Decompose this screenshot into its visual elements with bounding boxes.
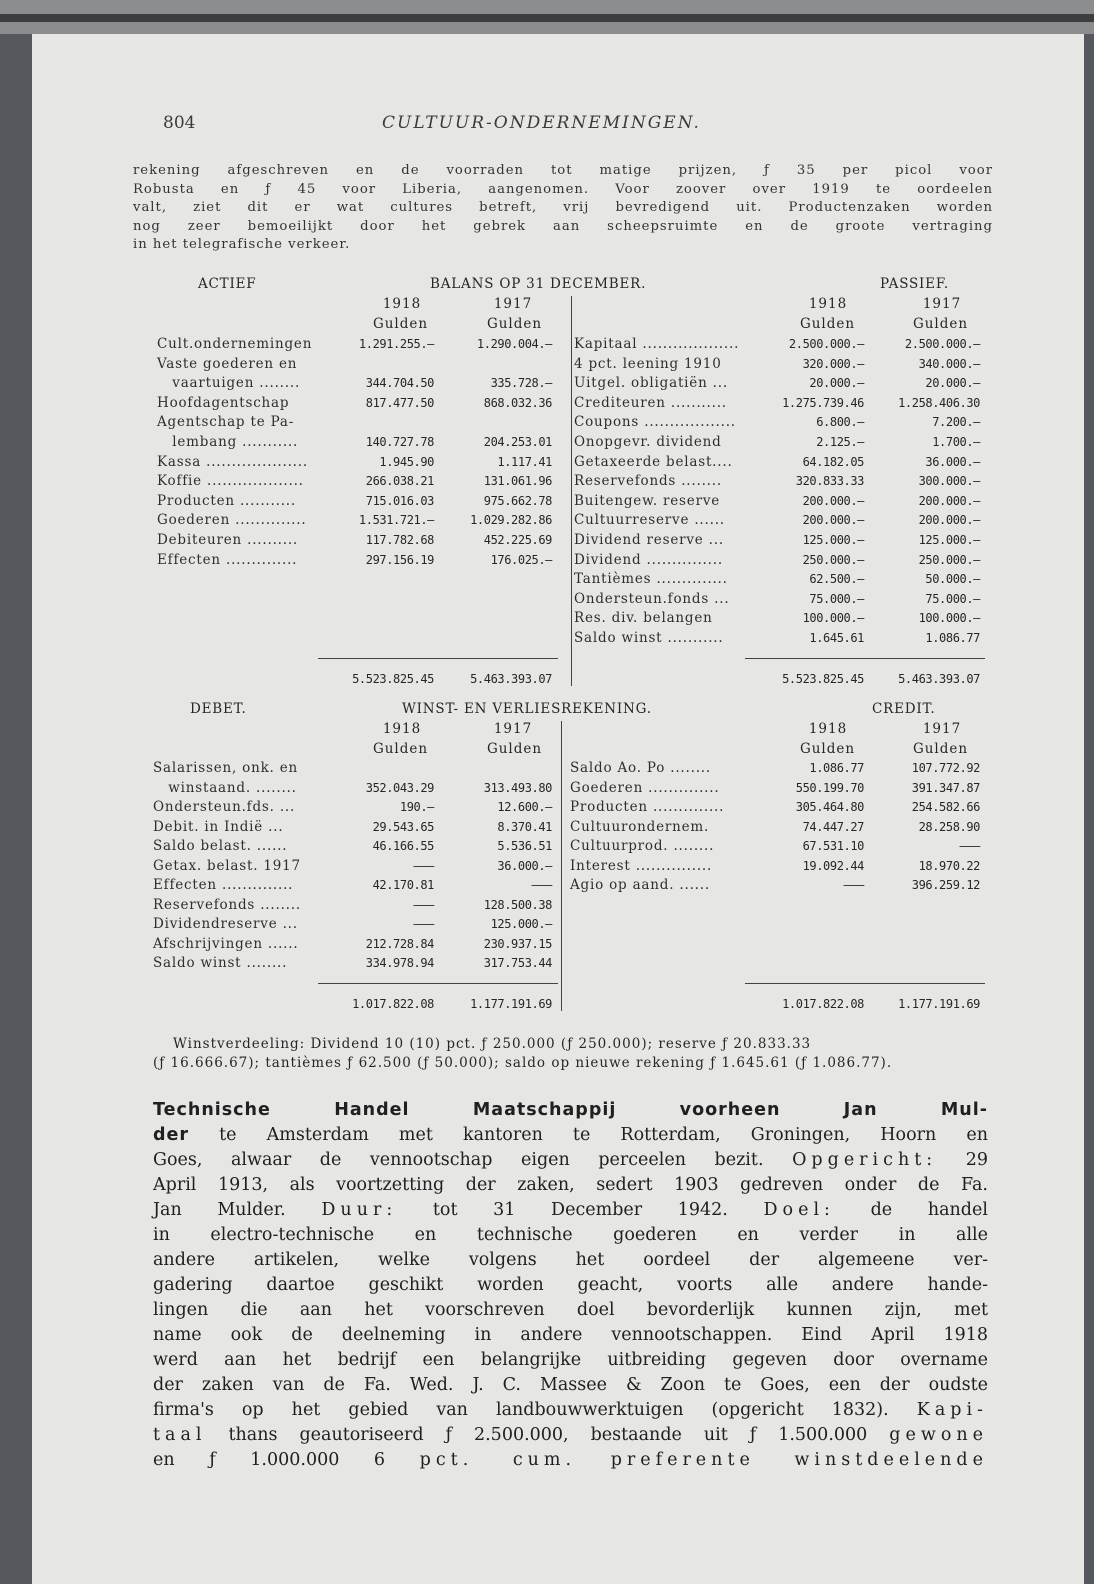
company-line: gadering daartoe geschikt worden geacht, voorts alle andere hande- bbox=[153, 1275, 988, 1295]
row-value-1918: 352.043.29 bbox=[365, 780, 434, 795]
row-value-1918: 117.782.68 bbox=[365, 533, 434, 547]
row-value-1917: 5.536.51 bbox=[497, 839, 552, 853]
winst-divider bbox=[561, 721, 562, 1011]
company-name-end: der bbox=[153, 1125, 190, 1145]
row-value-1917: 1.700.— bbox=[932, 435, 980, 449]
row-label: Dividend reserve ... bbox=[574, 532, 724, 548]
row-value-1918: 550.199.70 bbox=[795, 780, 864, 795]
row-label: Buitengew. reserve bbox=[574, 492, 721, 509]
winst-credit-title: CREDIT. bbox=[872, 701, 936, 717]
row-value-1918: 125.000.— bbox=[802, 533, 864, 547]
winst-debet-title: DEBET. bbox=[190, 701, 247, 717]
row-value-1918: 200.000.— bbox=[802, 493, 864, 508]
row-label: Cultuurprod. ........ bbox=[570, 838, 715, 854]
company-line bbox=[153, 1148, 988, 1173]
row-value-1917: 1.290.004.— bbox=[476, 337, 552, 351]
row-label: Cultuurondernem. bbox=[570, 818, 710, 835]
row-label: Cult.ondernemingen bbox=[157, 336, 313, 352]
row-value-1917: 1.258.406.30 bbox=[898, 395, 980, 410]
company-name: Technische Handel Maatschappij voorheen Jan Mul- bbox=[153, 1100, 988, 1120]
balans-passief-year-1917: 1917 bbox=[922, 296, 962, 312]
winstverdeling-line-2: (ƒ 16.666.67); tantièmes ƒ 62.500 (ƒ 50.000); saldo op nieuwe rekening ƒ 1.645.61 (ƒ 1.086.77). bbox=[153, 1055, 893, 1071]
row-label: Res. div. belangen bbox=[574, 610, 713, 627]
opgericht-label: Opgericht: bbox=[792, 1150, 938, 1170]
company-line: in electro-technische en technische goederen en verder in alle bbox=[153, 1225, 988, 1245]
row-value-1918: 100.000.— bbox=[802, 611, 864, 626]
balans-passief-total-rule bbox=[745, 658, 985, 659]
winst-credit-unit-1918: Gulden bbox=[799, 741, 856, 757]
row-value-1918: 1.645.61 bbox=[809, 631, 864, 645]
company-line bbox=[153, 1123, 988, 1148]
row-label: Reservefonds ........ bbox=[574, 473, 722, 490]
row-value-1918: 1.275.739.46 bbox=[782, 395, 864, 410]
row-label: Cultuurreserve ...... bbox=[574, 512, 725, 529]
row-label: Kassa .................... bbox=[157, 453, 308, 470]
row-value-1918: 62.500.— bbox=[809, 572, 864, 587]
company-line: der zaken van de Fa. Wed. J. C. Massee & Zoon te Goes, een der oudste bbox=[153, 1375, 988, 1395]
balans-passief-title: PASSIEF. bbox=[880, 276, 949, 292]
winst-debet-year-1918: 1918 bbox=[382, 721, 422, 737]
row-label: Reservefonds ........ bbox=[153, 896, 301, 913]
doel-label: Doel: bbox=[763, 1200, 835, 1220]
intro-line: nog zeer bemoeilijkt door het gebrek aan scheepsruimte en de groote vertraging bbox=[133, 218, 993, 234]
row-value-1917: 391.347.87 bbox=[911, 780, 980, 795]
row-label: Saldo belast. ...... bbox=[153, 838, 288, 854]
row-label: Ondersteun.fds. ... bbox=[153, 799, 296, 815]
company-line bbox=[153, 1198, 988, 1223]
row-value-1917: 128.500.38 bbox=[483, 897, 552, 912]
gewone-label: gewone bbox=[889, 1425, 988, 1445]
row-value-1918: 2.125.— bbox=[816, 435, 864, 449]
balans-title: BALANS OP 31 DECEMBER. bbox=[430, 276, 647, 292]
kapitaal-value: thans geautoriseerd ƒ 2.500.000, bestaande uit ƒ 1.500.000 bbox=[228, 1425, 868, 1445]
row-value-1917: 250.000.— bbox=[918, 552, 980, 567]
row-value-1918: ——— bbox=[413, 897, 434, 912]
winst-credit-total-rule bbox=[745, 983, 985, 984]
pct-cum-label: pct. cum. bbox=[419, 1450, 577, 1470]
row-label: Vaste goederen en bbox=[157, 355, 298, 372]
row-value-1918: ——— bbox=[413, 858, 434, 873]
row-label: Effecten .............. bbox=[153, 877, 294, 893]
row-value-1917: 200.000.— bbox=[918, 513, 980, 528]
duur-label: Duur: bbox=[321, 1200, 398, 1220]
row-value-1917: 50.000.— bbox=[925, 572, 980, 587]
company-text: en ƒ 1.000.000 6 bbox=[153, 1450, 386, 1470]
row-value-1917: 36.000.— bbox=[925, 454, 980, 469]
balans-passief-year-1918: 1918 bbox=[808, 296, 848, 312]
row-value-1918: 250.000.— bbox=[802, 552, 864, 567]
row-value-1918: 2.500.000.— bbox=[788, 337, 864, 351]
balans-passief-total-1917: 5.463.393.07 bbox=[898, 672, 980, 686]
row-label: Koffie ................... bbox=[157, 473, 304, 490]
row-value-1918: 212.728.84 bbox=[365, 936, 434, 951]
row-label: Salarissen, onk. en bbox=[153, 760, 299, 776]
row-label: Agio op aand. ...... bbox=[570, 877, 710, 893]
row-label: Effecten .............. bbox=[157, 551, 298, 568]
doel-value: de handel bbox=[870, 1200, 988, 1220]
row-value-1918: 266.038.21 bbox=[365, 474, 434, 489]
row-value-1917: 975.662.78 bbox=[483, 493, 552, 508]
intro-line: valt, ziet dit er wat cultures betreft, vrij bevredigend uit. Productenzaken worden bbox=[133, 200, 993, 215]
row-value-1918: 6.800.— bbox=[816, 415, 864, 430]
intro-line: rekening afgeschreven en de voorraden tot matige prijzen, ƒ 35 per picol voor bbox=[133, 163, 993, 178]
row-value-1917: 396.259.12 bbox=[911, 878, 980, 892]
company-line bbox=[153, 1448, 988, 1473]
company-locations: te Amsterdam met kantoren te Rotterdam, Groningen, Hoorn en bbox=[219, 1125, 988, 1145]
row-value-1917: 75.000.— bbox=[925, 591, 980, 606]
company-line: werd aan het bedrijf een belangrijke uitbreiding gegeven door overname bbox=[153, 1350, 988, 1370]
row-value-1918: 1.291.255.— bbox=[358, 337, 434, 351]
preferente-label: preferente winstdeelende bbox=[610, 1450, 988, 1470]
row-label: Debit. in Indië ... bbox=[153, 818, 284, 835]
company-text: firma's op het gebied van landbouwwerktuigen (opgericht 1832). bbox=[153, 1400, 889, 1420]
row-value-1917: 1.029.282.86 bbox=[470, 513, 552, 528]
company-text: Jan Mulder. bbox=[153, 1200, 286, 1220]
row-value-1917: 868.032.36 bbox=[483, 395, 552, 410]
company-line: name ook de deelneming in andere vennootschappen. Eind April 1918 bbox=[153, 1325, 988, 1345]
row-value-1917: 200.000.— bbox=[918, 493, 980, 508]
company-text: Goes, alwaar de vennootschap eigen perceelen bezit. bbox=[153, 1150, 764, 1170]
balans-passief-unit-1917: Gulden bbox=[912, 316, 969, 332]
row-value-1918: 344.704.50 bbox=[365, 376, 434, 391]
winst-debet-year-1917: 1917 bbox=[493, 721, 533, 737]
row-value-1917: 176.025.— bbox=[490, 552, 552, 567]
company-line: April 1913, als voortzetting der zaken, sedert 1903 gedreven onder de Fa. bbox=[153, 1175, 988, 1195]
row-value-1918: 305.464.80 bbox=[795, 800, 864, 814]
balans-passief-total-1918: 5.523.825.45 bbox=[782, 672, 864, 686]
balans-actief-unit-1918: Gulden bbox=[372, 316, 429, 332]
balans-actief-unit-1917: Gulden bbox=[486, 316, 543, 332]
row-value-1918: 320.833.33 bbox=[795, 474, 864, 489]
company-line bbox=[153, 1423, 988, 1448]
winst-credit-year-1917: 1917 bbox=[922, 721, 962, 737]
row-value-1917: 100.000.— bbox=[918, 611, 980, 626]
winstverdeling-line-1: Winstverdeeling: Dividend 10 (10) pct. ƒ 250.000 (ƒ 250.000); reserve ƒ 20.833.33 bbox=[173, 1036, 812, 1052]
row-value-1918: 320.000.— bbox=[802, 356, 864, 371]
winst-debet-total-rule bbox=[318, 983, 558, 984]
row-value-1918: 1.531.721.— bbox=[358, 513, 434, 528]
winst-title: WINST- EN VERLIESREKENING. bbox=[402, 701, 652, 717]
kapitaal-label: Kapi- bbox=[916, 1400, 988, 1420]
row-label: Saldo winst ........ bbox=[153, 955, 288, 971]
row-value-1917: 313.493.80 bbox=[483, 780, 552, 795]
balans-actief-total-rule bbox=[318, 658, 558, 659]
row-value-1917: 20.000.— bbox=[925, 376, 980, 391]
row-value-1918: 334.978.94 bbox=[365, 956, 434, 970]
row-value-1918: 190.— bbox=[399, 800, 434, 814]
company-line: lingen die aan het voorschreven doel bevorderlijk kunnen zijn, met bbox=[153, 1300, 988, 1320]
balans-actief-year-1917: 1917 bbox=[493, 296, 533, 312]
row-label: Onopgevr. dividend bbox=[574, 434, 722, 450]
company-paragraph bbox=[153, 1098, 988, 1473]
row-label: Getax. belast. 1917 bbox=[153, 857, 301, 874]
winst-credit-total-1918: 1.017.822.08 bbox=[782, 997, 864, 1011]
row-label: Uitgel. obligatiën ... bbox=[574, 375, 728, 392]
balans-actief-total-1918: 5.523.825.45 bbox=[352, 672, 434, 686]
row-label: Getaxeerde belast.... bbox=[574, 453, 733, 470]
company-line bbox=[153, 1398, 988, 1423]
kapitaal-label-end: taal bbox=[153, 1425, 207, 1445]
row-value-1917: 125.000.— bbox=[918, 533, 980, 547]
balans-actief-total-1917: 5.463.393.07 bbox=[470, 672, 552, 686]
row-value-1918: 19.092.44 bbox=[802, 858, 864, 873]
row-value-1917: 8.370.41 bbox=[497, 819, 552, 834]
row-label: 4 pct. leening 1910 bbox=[574, 355, 722, 372]
row-value-1917: ——— bbox=[531, 878, 552, 892]
row-label: Saldo winst ........... bbox=[574, 630, 724, 646]
row-value-1918: 74.447.27 bbox=[802, 819, 864, 834]
row-value-1917: 230.937.15 bbox=[483, 936, 552, 951]
scan-binding-shadow bbox=[0, 14, 1094, 22]
row-value-1918: 75.000.— bbox=[809, 591, 864, 606]
row-label: Tantièmes .............. bbox=[574, 571, 728, 588]
row-value-1918: 29.543.65 bbox=[372, 819, 434, 834]
row-value-1917: 125.000.— bbox=[490, 917, 552, 931]
row-value-1918: 67.531.10 bbox=[802, 839, 864, 853]
balans-divider bbox=[571, 296, 572, 686]
winst-debet-total-1917: 1.177.191.69 bbox=[470, 997, 552, 1011]
row-value-1918: ——— bbox=[843, 878, 864, 892]
row-label: Producten .............. bbox=[570, 799, 725, 815]
row-value-1918: 1.086.77 bbox=[809, 761, 864, 775]
row-value-1917: 317.753.44 bbox=[483, 956, 552, 970]
balans-actief-year-1918: 1918 bbox=[382, 296, 422, 312]
winst-credit-year-1918: 1918 bbox=[808, 721, 848, 737]
row-label: Debiteuren .......... bbox=[157, 532, 299, 548]
row-value-1917: 254.582.66 bbox=[911, 800, 980, 814]
row-label: Crediteuren ........... bbox=[574, 394, 727, 411]
winst-debet-total-1918: 1.017.822.08 bbox=[352, 997, 434, 1011]
row-label: winstaand. ........ bbox=[153, 779, 297, 796]
row-label: Dividendreserve ... bbox=[153, 916, 298, 932]
balans-passief-unit-1918: Gulden bbox=[799, 316, 856, 332]
row-value-1917: ——— bbox=[959, 839, 980, 853]
row-label: Ondersteun.fonds ... bbox=[574, 590, 730, 607]
row-label: Dividend ............... bbox=[574, 551, 723, 568]
row-label: Goederen .............. bbox=[157, 512, 307, 529]
row-label: Afschrijvingen ...... bbox=[153, 935, 299, 952]
row-label: Coupons .................. bbox=[574, 414, 736, 431]
row-value-1917: 36.000.— bbox=[497, 858, 552, 873]
row-value-1917: 204.253.01 bbox=[483, 435, 552, 449]
row-value-1918: 715.016.03 bbox=[365, 493, 434, 508]
row-value-1918: 140.727.78 bbox=[365, 435, 434, 449]
row-value-1918: 1.945.90 bbox=[379, 454, 434, 469]
row-label: Saldo Ao. Po ........ bbox=[570, 760, 711, 776]
winst-debet-unit-1917: Gulden bbox=[486, 741, 543, 757]
row-value-1917: 28.258.90 bbox=[918, 819, 980, 834]
row-value-1918: ——— bbox=[413, 917, 434, 931]
running-title: CULTUUR-ONDERNEMINGEN. bbox=[382, 113, 701, 133]
row-label: vaartuigen ........ bbox=[157, 375, 301, 392]
intro-paragraph bbox=[133, 162, 993, 255]
row-value-1917: 1.117.41 bbox=[497, 454, 552, 469]
winst-credit-total-1917: 1.177.191.69 bbox=[898, 997, 980, 1011]
row-value-1918: 64.182.05 bbox=[802, 454, 864, 469]
row-value-1917: 7.200.— bbox=[932, 415, 980, 430]
balans-actief-title: ACTIEF bbox=[198, 276, 257, 292]
row-label: Goederen .............. bbox=[570, 779, 720, 796]
page-number: 804 bbox=[163, 113, 196, 133]
row-label: Producten ........... bbox=[157, 492, 296, 509]
row-value-1917: 335.728.— bbox=[490, 376, 552, 391]
winst-credit-unit-1917: Gulden bbox=[912, 741, 969, 757]
row-value-1917: 452.225.69 bbox=[483, 533, 552, 547]
row-value-1917: 1.086.77 bbox=[925, 631, 980, 645]
intro-line: Robusta en ƒ 45 voor Liberia, aangenomen. Voor zoover over 1919 te oordeelen bbox=[133, 181, 993, 197]
row-value-1917: 2.500.000.— bbox=[904, 337, 980, 351]
row-value-1918: 817.477.50 bbox=[365, 395, 434, 410]
row-value-1917: 340.000.— bbox=[918, 356, 980, 371]
row-value-1917: 300.000.— bbox=[918, 474, 980, 489]
intro-line: in het telegrafische verkeer. bbox=[133, 237, 351, 252]
row-label: Kapitaal ................... bbox=[574, 336, 740, 352]
row-value-1917: 131.061.96 bbox=[483, 474, 552, 489]
duur-value: tot 31 December 1942. bbox=[432, 1200, 728, 1220]
company-line bbox=[153, 1098, 988, 1123]
row-value-1917: 107.772.92 bbox=[911, 761, 980, 775]
row-label: Hoofdagentschap bbox=[157, 394, 290, 411]
row-value-1918: 20.000.— bbox=[809, 376, 864, 391]
row-value-1918: 42.170.81 bbox=[372, 878, 434, 892]
winst-debet-unit-1918: Gulden bbox=[372, 741, 429, 757]
row-value-1918: 200.000.— bbox=[802, 513, 864, 528]
row-label: lembang ........... bbox=[157, 434, 299, 450]
row-value-1917: 12.600.— bbox=[497, 800, 552, 814]
row-value-1917: 18.970.22 bbox=[918, 858, 980, 873]
row-value-1918: 46.166.55 bbox=[372, 839, 434, 853]
opgericht-value: 29 bbox=[965, 1150, 988, 1170]
company-line: andere artikelen, welke volgens het oordeel der algemeene ver- bbox=[153, 1250, 988, 1270]
row-label: Agentschap te Pa- bbox=[157, 414, 295, 431]
row-label: Interest ............... bbox=[570, 857, 713, 874]
row-value-1918: 297.156.19 bbox=[365, 552, 434, 567]
